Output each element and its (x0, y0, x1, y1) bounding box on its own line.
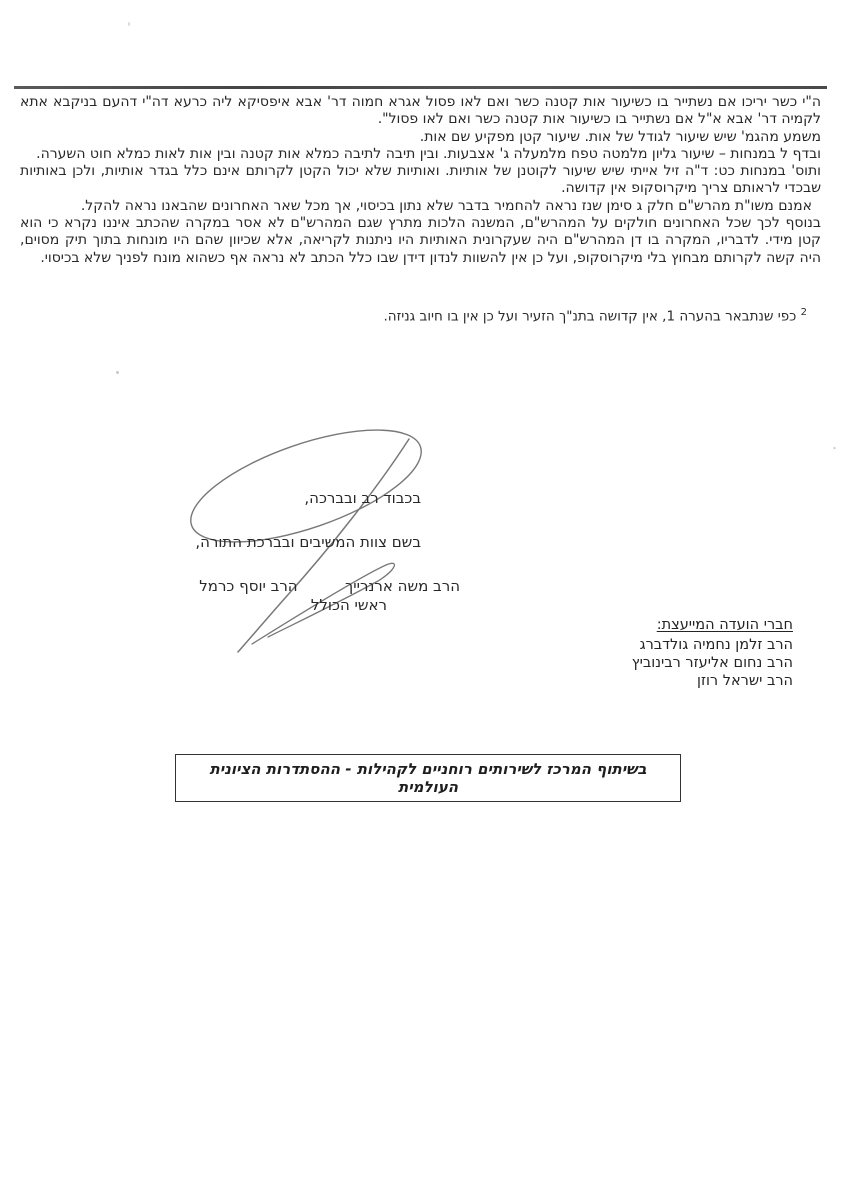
paragraph: ה"י כשר יריכו אם נשתייר בו כשיעור אות קטנה כשר ואם לאו פסול אגרא חמוה דר' אבא איפסיקא ליה כרעא דה"י דהעם בניקבא אתא לקמיה דר' אבא א"ל אם נשתייר בו כשיעור אות קטנה כשר ואם לאו פסול". (20, 94, 821, 128)
advisory-committee-block (632, 616, 793, 690)
partnership-footer-text: בשיתוף המרכז לשירותים רוחניים לקהילות - ההסתדרות הציונית העולמית (209, 760, 647, 796)
paragraph: ובדף ל במנחות – שיעור גליון מלמטה טפח מלמעלה ג' אצבעות. ובין תיבה לתיבה כמלא אות קטנה ובין אות לאות כמלא חוט השערה. (36, 145, 821, 162)
paragraph: בנוסף לכך שכל האחרונים חולקים על המהרש"ם, המשנה הלכות מתרץ שגם המהרש"ם לא אסר במקרה שהכתב איננו נקרא כי הוא קטן מידי. לדבריו, המקרה בו דן המהרש"ם היה שעקרונית האותיות היו ניתנות לקריאה, אלא שכיוון שהם היו מונחות בתוך תיק מסוים, היה קשה לקרותם מבחוץ בלי מיקרוסקופ, ועל כן אין להשוות לנדון דידן שבו כלל הכתב לא נראה אף כשהוא מונח לפניך שלא בכיסוי. (20, 215, 821, 266)
signers-role: ראשי הכולל (310, 596, 387, 614)
closing-salutation: בכבוד רב ובברכה, (304, 489, 421, 507)
signer-name-left: הרב יוסף כרמל (199, 577, 298, 595)
footnote-marker: 2 (800, 307, 807, 318)
scan-noise-speck (116, 371, 119, 374)
footnote-text: כפי שנתבאר בהערה 1, אין קדושה בתנ"ך הזעיר ועל כן אין בו חיוב גניזה. (383, 308, 797, 325)
committee-member: הרב ישראל רוזן (697, 673, 793, 689)
paragraph: אמנם משו"ת מהרש"ם חלק ג סימן שנז נראה להחמיר בדבר שלא נתון בכיסוי, אך מכל שאר האחרונים שהבאנו נראה להקל. (80, 197, 812, 214)
closing-on-behalf: בשם צוות המשיבים ובברכת התורה, (195, 533, 421, 551)
body-text-block (20, 94, 821, 267)
signers-row (199, 577, 460, 595)
top-horizontal-rule (14, 86, 827, 89)
committee-title: חברי הועדה המייעצת: (656, 617, 793, 633)
footnote (383, 304, 807, 326)
scan-noise-speck (833, 447, 836, 449)
signer-name-right: הרב משה ארנרייך (345, 577, 460, 595)
partnership-footer-box (175, 754, 681, 802)
paragraph: ותוס' במנחות כט: ד"ה זיל אייתי שיש שיעור לקוטנן של אותיות. ואותיות שלא יכול הקטן לקרותם אינם כלל בגדר אותיות, ולכן באותיות שבכדי לראותם צריך מיקרוסקופ אין קדושה. (20, 163, 821, 197)
paragraph: משמע מהגמ' שיש שיעור לגודל של אות. שיעור קטן מפקיע שם אות. (419, 128, 821, 145)
committee-member: הרב זלמן נחמיה גולדברג (639, 637, 793, 653)
scan-noise-speck (128, 22, 130, 26)
committee-member: הרב נחום אליעזר רבינוביץ (631, 655, 793, 671)
